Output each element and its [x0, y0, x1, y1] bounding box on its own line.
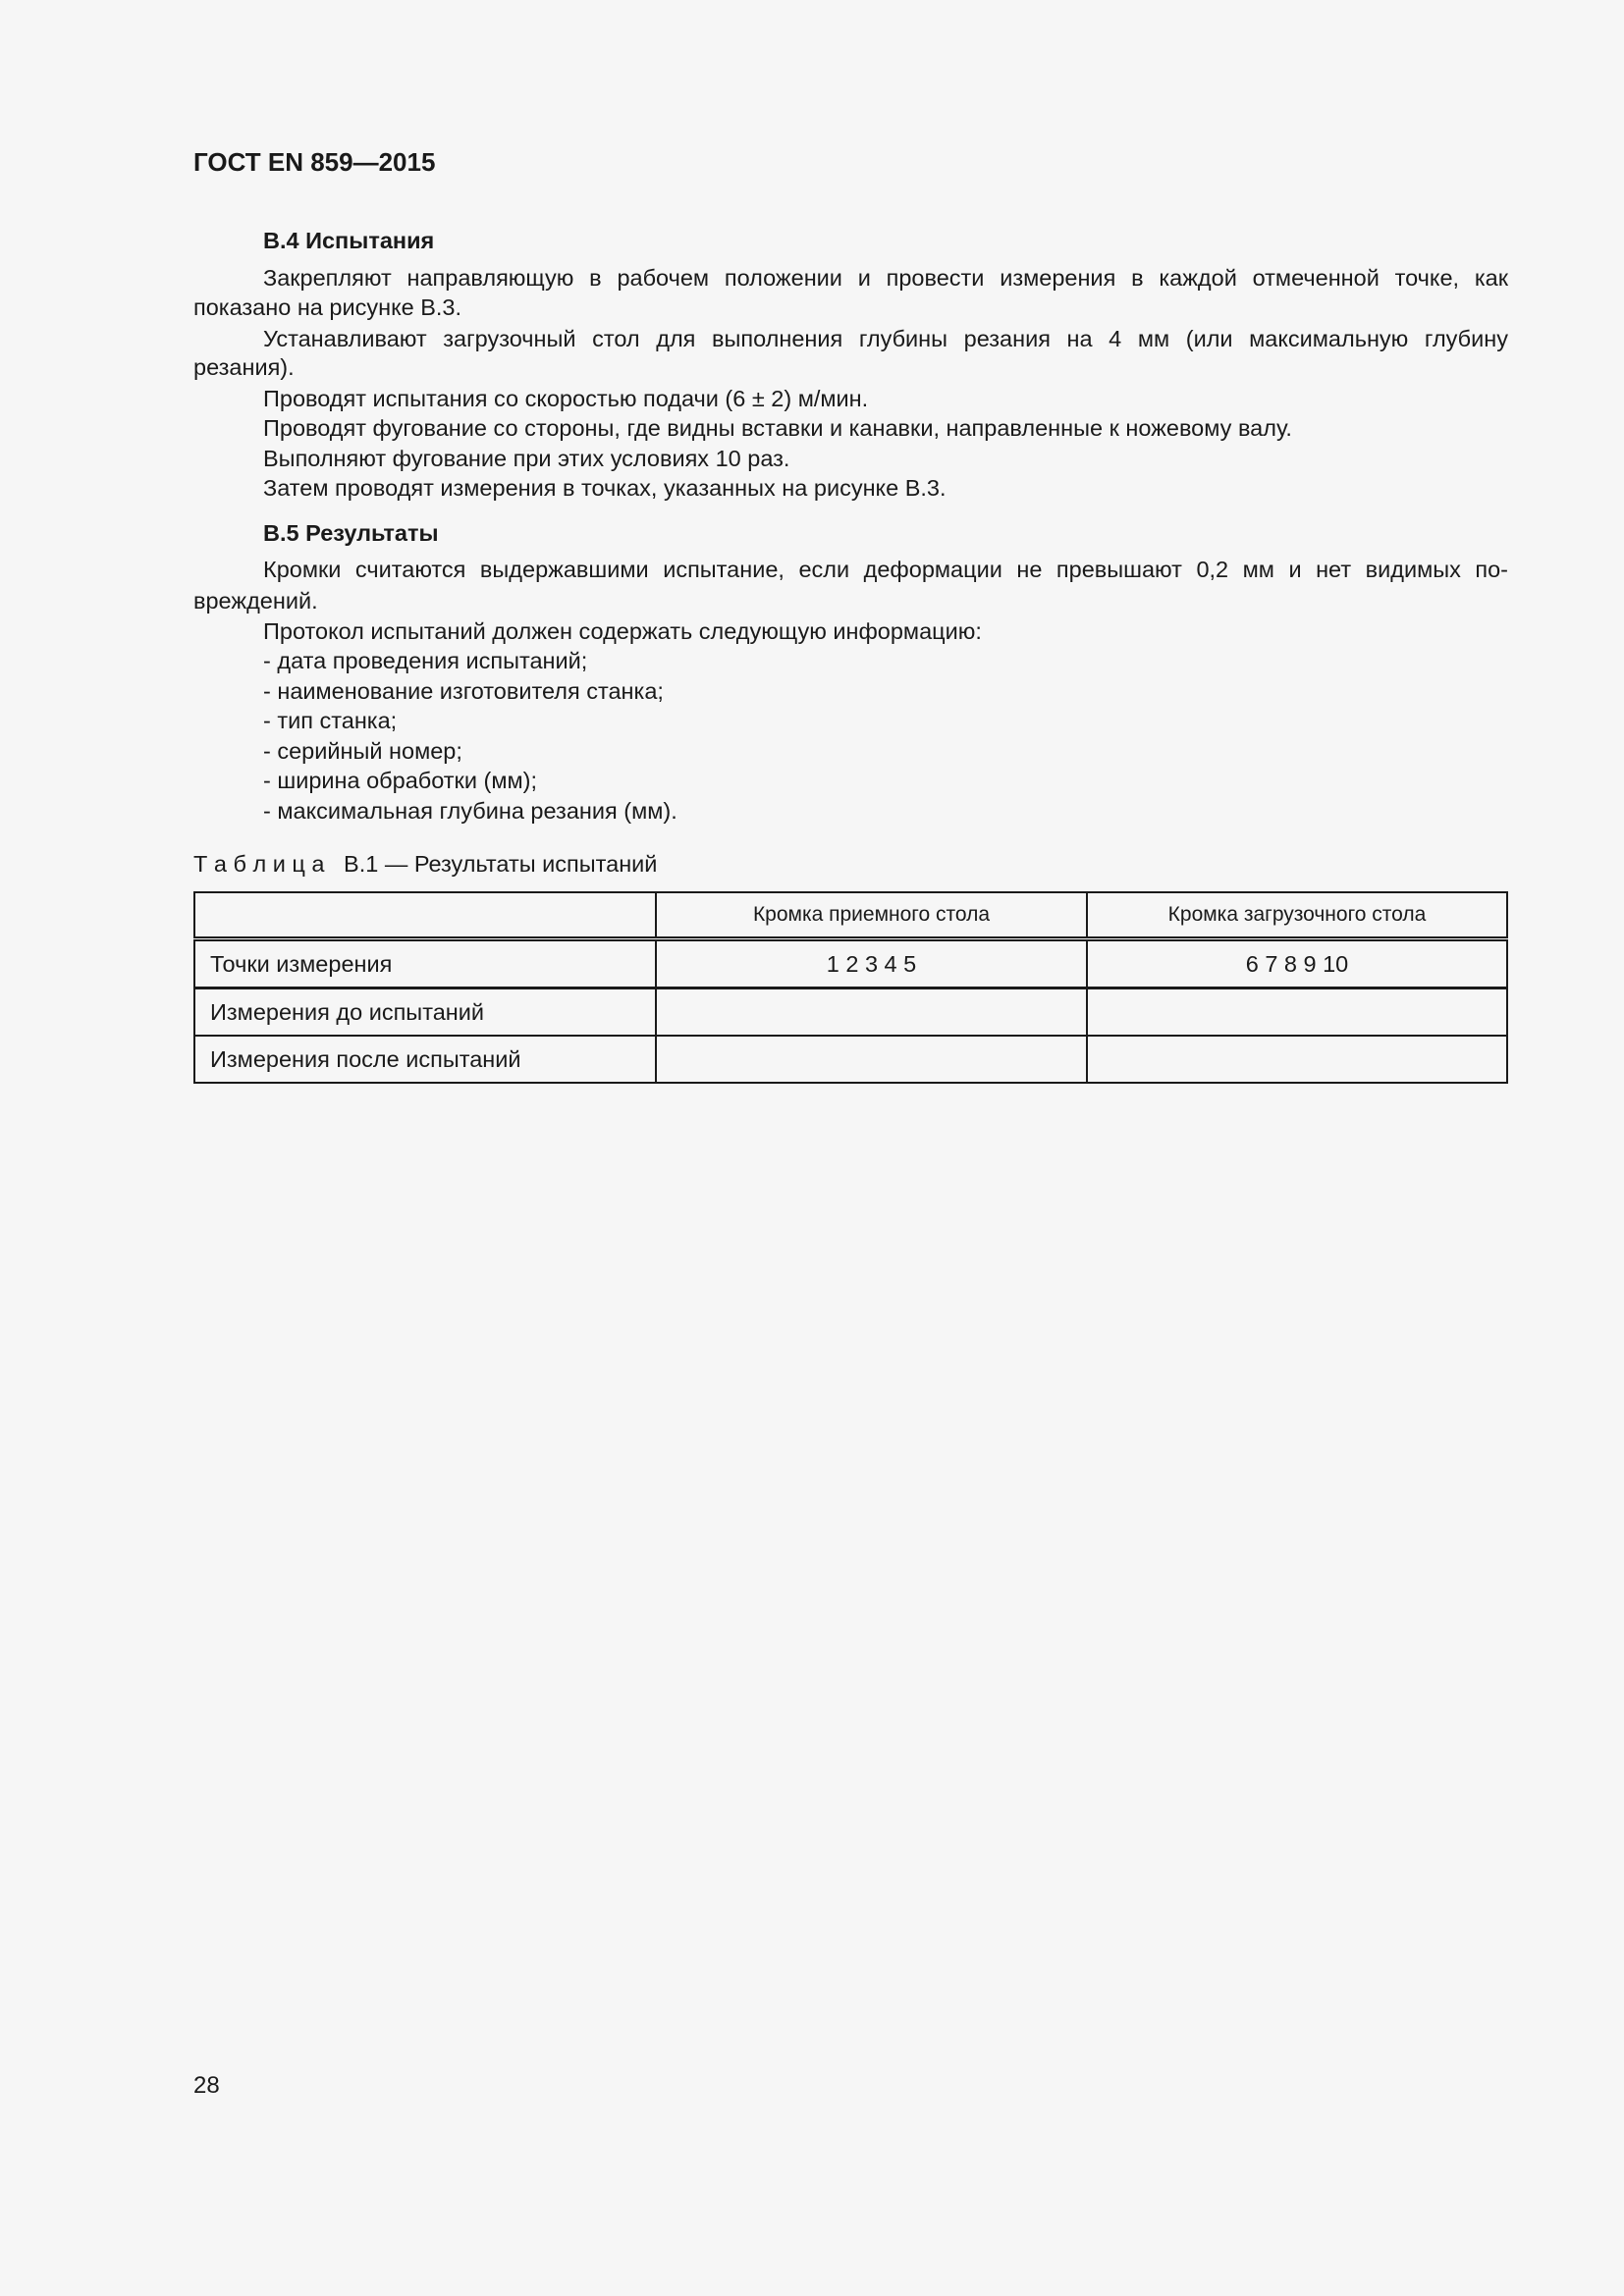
table-header-cell: Кромка приемного стола — [656, 892, 1087, 939]
list-item: - дата проведения испытаний; — [263, 648, 588, 673]
paragraph-line: Кромки считаются выдержавшими испытание, если деформации не превышают 0,2 мм и нет видимых по- — [263, 557, 1508, 582]
section-heading-b4: В.4 Испытания — [263, 228, 435, 253]
list-item: - максимальная глубина резания (мм). — [263, 798, 677, 824]
list-item: - наименование изготовителя станка; — [263, 678, 664, 704]
table-cell — [1087, 988, 1507, 1037]
table-cell: 6 7 8 9 10 — [1087, 939, 1507, 988]
results-table — [193, 891, 1508, 1084]
paragraph-line: Проводят испытания со скоростью подачи (6 ± 2) м/мин. — [263, 386, 869, 411]
paragraph-line: Закрепляют направляющую в рабочем положении и провести измерения в каждой отмеченной точке, как — [263, 265, 1508, 291]
paragraph-line: Устанавливают загрузочный стол для выполнения глубины резания на 4 мм (или максимальную глубину — [263, 326, 1508, 351]
paragraph-line: вреждений. — [193, 588, 318, 614]
paragraph-line: Выполняют фугование при этих условиях 10 раз. — [263, 446, 790, 471]
list-item: - серийный номер; — [263, 738, 462, 764]
table-cell: Измерения после испытаний — [194, 1036, 656, 1083]
table-cell — [1087, 1036, 1507, 1083]
table-cell: 1 2 3 4 5 — [656, 939, 1087, 988]
document-title: ГОСТ EN 859—2015 — [193, 147, 436, 177]
page-number: 28 — [193, 2072, 220, 2099]
table-cell — [656, 1036, 1087, 1083]
table-cell — [656, 988, 1087, 1037]
table-row — [194, 988, 1507, 1037]
table-cell: Измерения до испытаний — [194, 988, 656, 1037]
table-row — [194, 1036, 1507, 1083]
table-header-cell: Кромка загрузочного стола — [1087, 892, 1507, 939]
list-item: - ширина обработки (мм); — [263, 768, 537, 793]
paragraph-line: Протокол испытаний должен содержать следующую информацию: — [263, 618, 982, 644]
paragraph-line: Затем проводят измерения в точках, указанных на рисунке В.3. — [263, 475, 947, 501]
paragraph-line: показано на рисунке В.3. — [193, 294, 462, 320]
table-header-row — [194, 892, 1507, 939]
paragraph-line: Проводят фугование со стороны, где видны вставки и канавки, направленные к ножевому валу. — [263, 415, 1292, 441]
section-heading-b5: В.5 Результаты — [263, 520, 439, 546]
list-item: - тип станка; — [263, 708, 398, 733]
table-row — [194, 939, 1507, 988]
table-caption: Т а б л и ц а В.1 — Результаты испытаний — [193, 851, 658, 877]
paragraph-line: резания). — [193, 354, 295, 380]
table-header-cell — [194, 892, 656, 939]
table-cell: Точки измерения — [194, 939, 656, 988]
